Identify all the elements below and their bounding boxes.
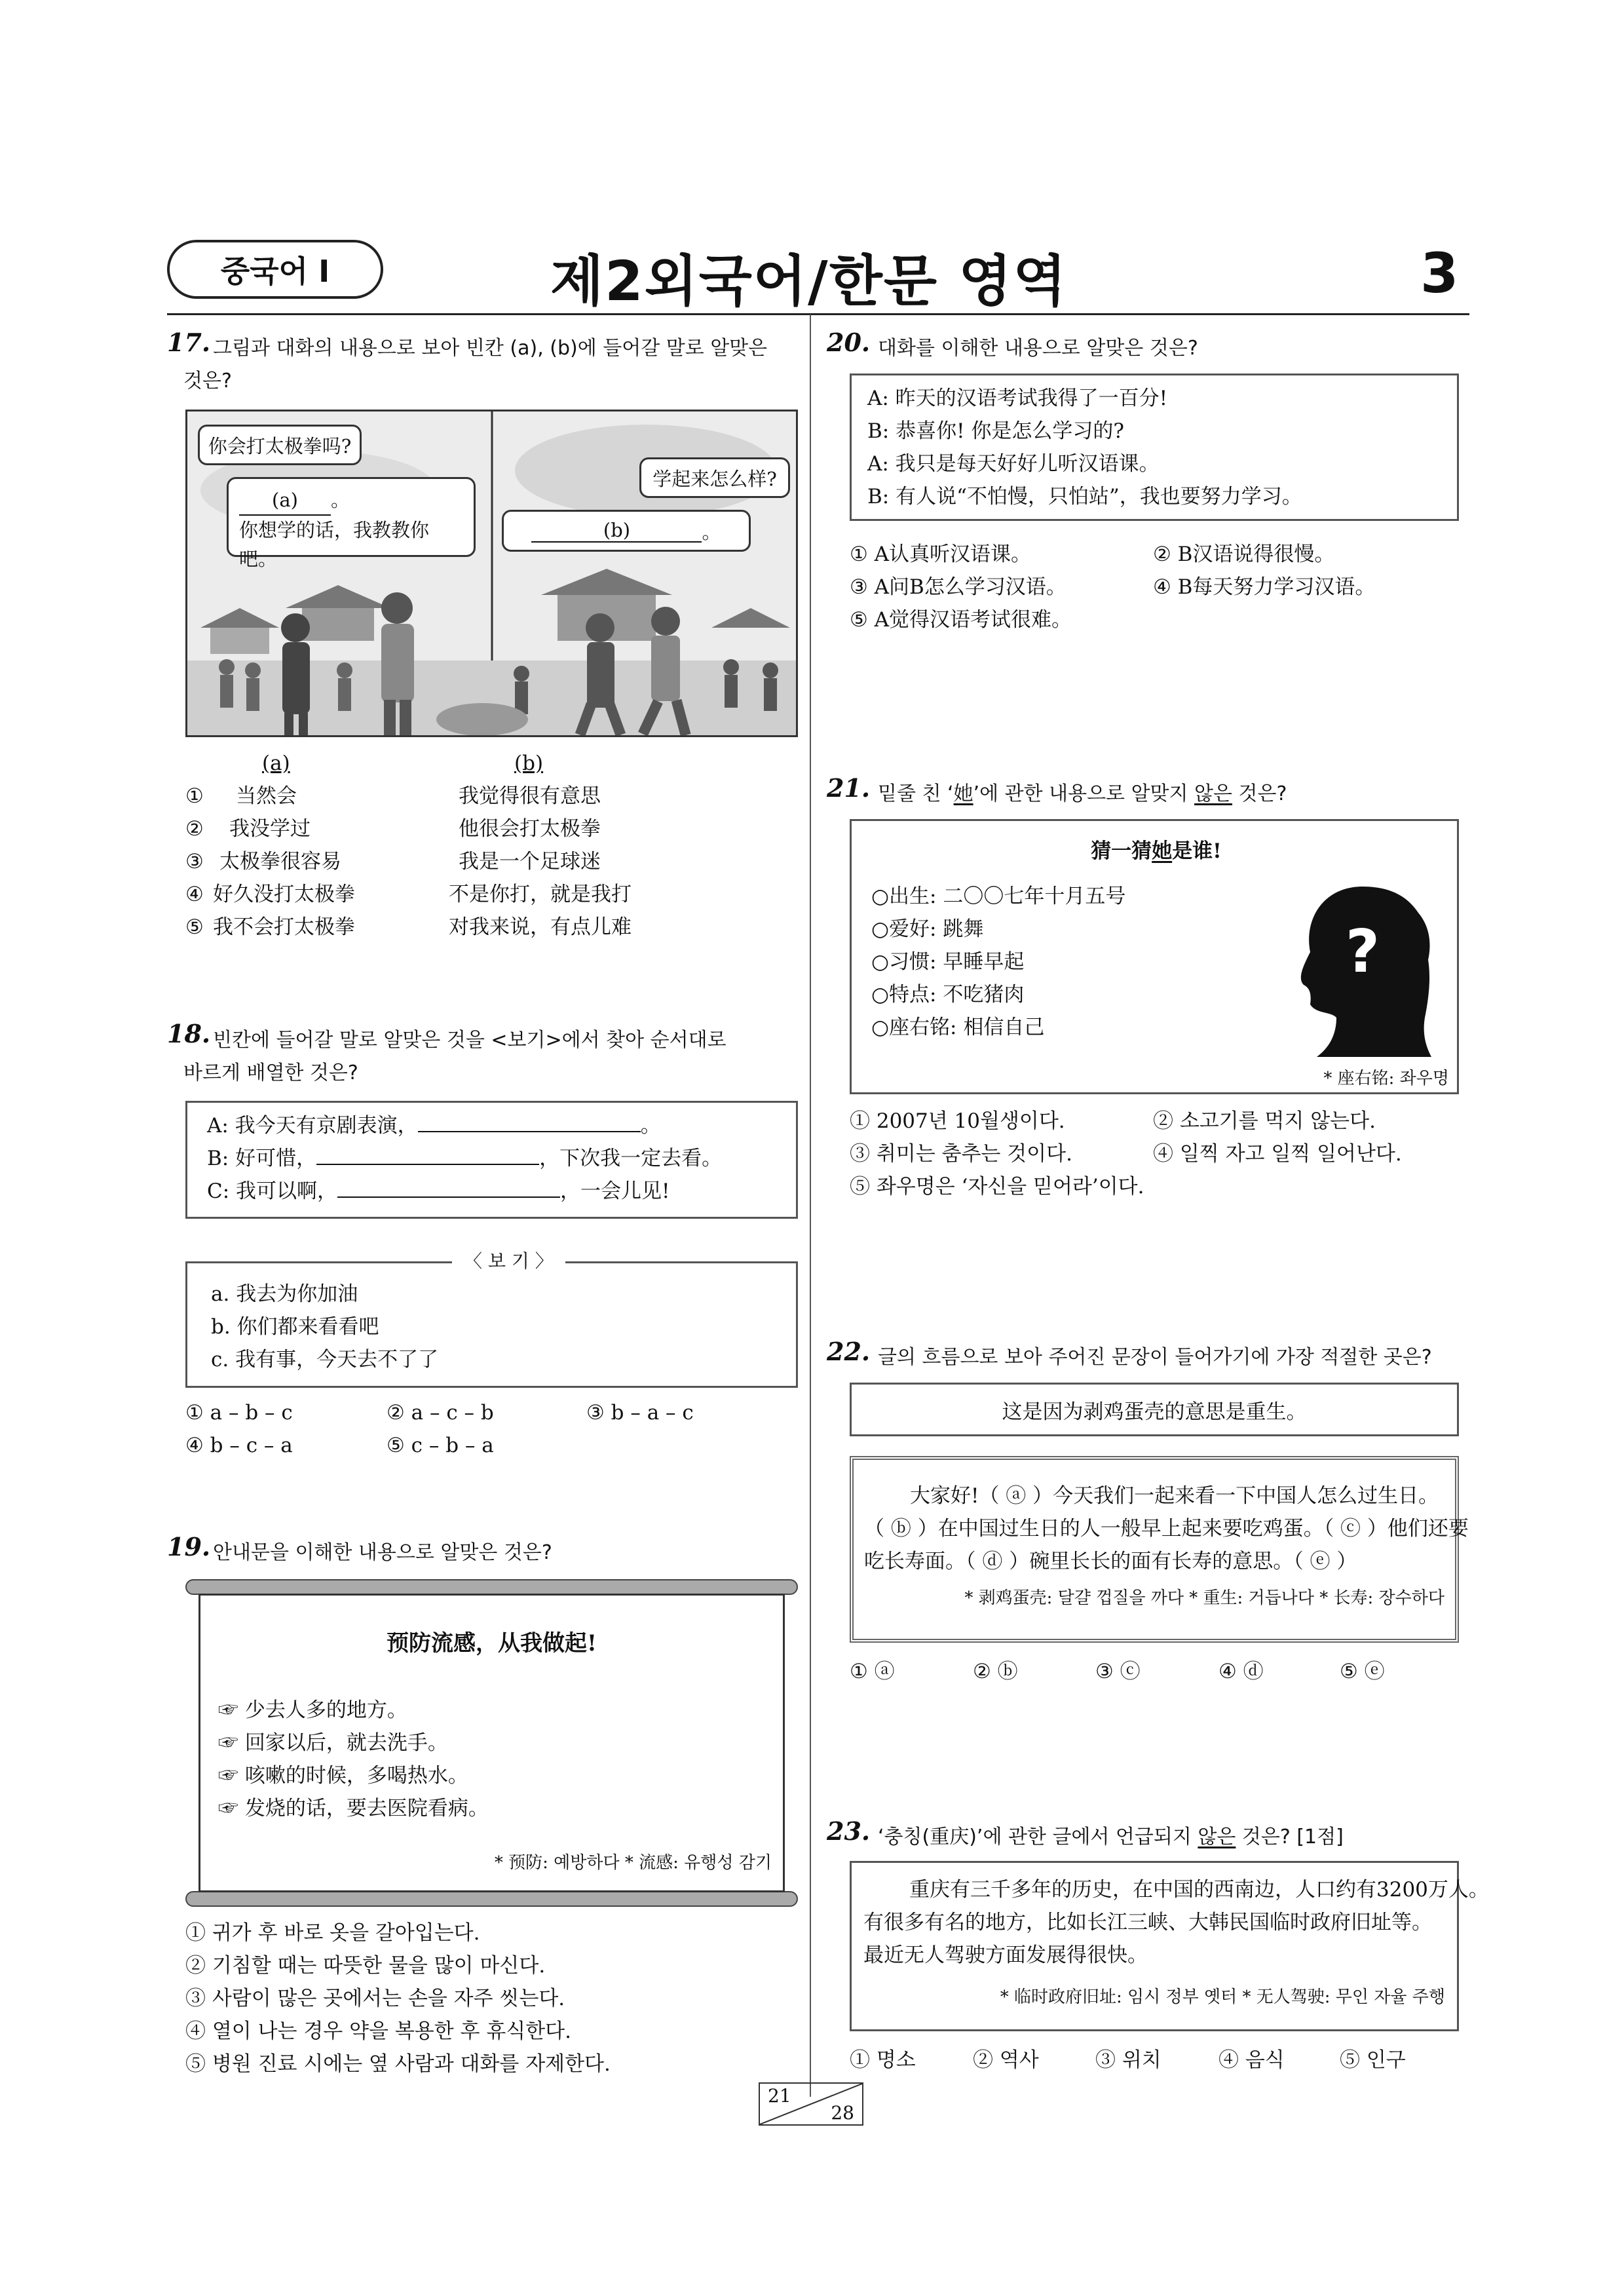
speech-bubble-3: 学起来怎么样? xyxy=(639,457,790,498)
q22-note: * 剥鸡蛋壳: 달걀 껍질을 까다 * 重生: 거듭나다 * 长寿: 장수하다 xyxy=(964,1588,1445,1608)
q21-note: * 座右铭: 좌우명 xyxy=(1323,1069,1449,1088)
q20-choice-1[interactable]: ① A认真听汉语课。 xyxy=(850,543,1032,566)
blank-b: (b) xyxy=(531,519,702,543)
q17-choice-4-a: 好久没打太极拳 xyxy=(213,883,355,906)
scroll-rod-top xyxy=(185,1579,798,1595)
q17-choice-3[interactable]: ③ xyxy=(185,850,204,873)
q21-choice-1[interactable]: ① 2007년 10월생이다. xyxy=(850,1109,1065,1133)
q23-choice-1[interactable]: ① 명소 xyxy=(850,2048,916,2072)
q17-choice-2[interactable]: ② xyxy=(185,817,204,841)
q23-choice-3[interactable]: ③ 위치 xyxy=(1095,2048,1161,2072)
q20-choice-5[interactable]: ⑤ A觉得汉语考试很难。 xyxy=(850,608,1072,632)
q17-choice-1[interactable]: ① xyxy=(185,784,204,808)
q18-dialog-box xyxy=(185,1101,798,1219)
q17-choice-3-b: 我是一个足球迷 xyxy=(459,850,601,873)
q20-text: 대화를 이해한 내용으로 알맞은 것은? xyxy=(878,337,1198,360)
q17-choice-1-b: 我觉得很有意思 xyxy=(459,784,601,808)
silhouette-question-mark: ? xyxy=(1345,917,1380,986)
q21-item-birth: ○出生: 二〇〇七年十月五号 xyxy=(871,885,1126,908)
header-rule xyxy=(167,313,1469,315)
scroll-item-1: ☞ 少去人多的地方。 xyxy=(218,1698,407,1722)
q23-note: * 临时政府旧址: 임시 정부 옛터 * 无人驾驶: 무인 자율 주행 xyxy=(1000,1987,1445,2007)
q23-passage-box xyxy=(850,1861,1489,2031)
q18-line-c: C: 我可以啊， ，一会儿见! xyxy=(207,1179,670,1203)
q17-choice-2-a: 我没学过 xyxy=(229,817,311,841)
q22-number: 22. xyxy=(827,1337,871,1366)
q18-text-2: 바르게 배열한 것은? xyxy=(183,1062,358,1084)
q21-text: 밑줄 친 ‘她’에 관한 내용으로 알맞지 않은 것은? xyxy=(878,782,1287,805)
q21-card xyxy=(850,819,1459,1094)
q18-choice-5[interactable]: ⑤ c – b – a xyxy=(387,1434,494,1457)
q23-text: ‘충칭(重庆)’에 관한 글에서 언급되지 않은 것은? [1점] xyxy=(878,1826,1344,1848)
q22-passage-line-1: 大家好!（ ⓐ ）今天我们一起来看一下中国人怎么过生日。 xyxy=(910,1484,1439,1508)
scroll-title: 预防流感，从我做起! xyxy=(387,1630,597,1656)
q20-dialog-box xyxy=(850,373,1459,521)
q17-choice-2-b: 他很会打太极拳 xyxy=(459,817,601,841)
speech-bubble-2: (a) 。 你想学的话，我教教你吧。 xyxy=(227,477,476,557)
q19-choice-1[interactable]: ① 귀가 후 바로 옷을 갈아입는다. xyxy=(185,1921,480,1945)
q18-choice-3[interactable]: ③ b – a – c xyxy=(586,1401,694,1425)
q23-choice-4[interactable]: ④ 음식 xyxy=(1218,2048,1285,2072)
q22-passage-line-2: （ ⓑ ）在中国过生日的人一般早上起来要吃鸡蛋。（ ⓒ ）他们还要 xyxy=(864,1517,1469,1540)
subject-badge-label: 중국어 Ⅰ xyxy=(220,254,330,289)
q22-choice-3[interactable]: ③ ⓒ xyxy=(1095,1660,1141,1683)
column-divider xyxy=(810,315,811,2097)
speech-bubble-1: 你会打太极拳吗? xyxy=(198,425,362,465)
q17-choice-4[interactable]: ④ xyxy=(185,883,204,906)
page-title: 제2외국어/한문 영역 xyxy=(550,249,1068,313)
q21-choice-3[interactable]: ③ 취미는 춤추는 것이다. xyxy=(850,1142,1072,1166)
q23-choice-5[interactable]: ⑤ 인구 xyxy=(1340,2048,1406,2072)
q20-choice-2[interactable]: ② B汉语说得很慢。 xyxy=(1153,543,1335,566)
scroll-item-4: ☞ 发烧的话，要去医院看病。 xyxy=(218,1797,489,1820)
scroll-item-2: ☞ 回家以后，就去洗手。 xyxy=(218,1731,448,1755)
bogi-item-b: b. 你们都来看看吧 xyxy=(211,1315,379,1339)
q18-bogi-box xyxy=(185,1261,798,1388)
q17-choice-3-a: 太极拳很容易 xyxy=(219,850,341,873)
q19-choice-5[interactable]: ⑤ 병원 진료 시에는 옆 사람과 대화를 자제한다. xyxy=(185,2052,611,2076)
q22-text: 글의 흐름으로 보아 주어진 문장이 들어가기에 가장 적절한 곳은? xyxy=(878,1346,1432,1369)
subject-badge xyxy=(167,240,383,299)
q19-choice-2[interactable]: ② 기침할 때는 따뜻한 물을 많이 마신다. xyxy=(185,1954,546,1978)
blank-a: (a) xyxy=(239,486,331,516)
q20-line-2: B: 恭喜你! 你是怎么学习的? xyxy=(867,419,1125,443)
q19-text: 안내문을 이해한 내용으로 알맞은 것은? xyxy=(213,1541,552,1564)
q17-choice-5-a: 我不会打太极拳 xyxy=(213,915,355,939)
q22-choice-2[interactable]: ② ⓑ xyxy=(973,1660,1018,1683)
q20-line-1: A: 昨天的汉语考试我得了一百分! xyxy=(867,387,1168,410)
q19-scroll xyxy=(185,1579,798,1907)
q18-text: 빈칸에 들어갈 말로 알맞은 것을 <보기>에서 찾아 순서대로 xyxy=(213,1029,727,1052)
q22-given-sentence: 这是因为剥鸡蛋壳的意思是重生。 xyxy=(850,1383,1459,1436)
q17-text: 그림과 대화의 내용으로 보아 빈칸 (a), (b)에 들어갈 말로 알맞은 xyxy=(213,337,768,360)
bogi-item-a: a. 我去为你加油 xyxy=(211,1282,358,1306)
q23-number: 23. xyxy=(827,1816,871,1846)
q22-choice-1[interactable]: ① ⓐ xyxy=(850,1660,895,1683)
q20-choice-3[interactable]: ③ A问B怎么学习汉语。 xyxy=(850,575,1067,599)
q19-choices xyxy=(185,1917,611,2080)
q18-line-b: B: 好可惜， ，下次我一定去看。 xyxy=(207,1147,723,1170)
q20-line-4: B: 有人说“不怕慢，只怕站”，我也要努力学习。 xyxy=(867,485,1302,508)
q20-line-3: A: 我只是每天好好儿听汉语课。 xyxy=(867,452,1160,476)
q23-passage-line-3: 最近无人驾驶方面发展得很快。 xyxy=(863,1943,1148,1967)
q21-choice-4[interactable]: ④ 일찍 자고 일찍 일어난다. xyxy=(1153,1142,1402,1166)
page-total: 28 xyxy=(831,2102,854,2124)
q21-item-habit: ○习惯: 早睡早起 xyxy=(871,950,1025,974)
q22-passage-box xyxy=(850,1456,1469,1643)
q17-col-b: (b) xyxy=(514,752,544,775)
q18-choice-2[interactable]: ② a – c – b xyxy=(387,1401,494,1425)
silhouette-icon xyxy=(1264,873,1435,1057)
scroll-rod-bottom xyxy=(185,1891,798,1907)
q17-comic xyxy=(185,410,798,737)
q17-text-2: 것은? xyxy=(183,370,232,392)
scroll-items xyxy=(218,1694,489,1825)
q18-number: 18. xyxy=(167,1019,211,1048)
q22-choice-5[interactable]: ⑤ ⓔ xyxy=(1340,1660,1385,1683)
q21-item-motto: ○座右铭: 相信自己 xyxy=(871,1016,1045,1039)
q23-passage-line-1: 重庆有三千多年的历史，在中国的西南边，人口约有3200万人。 xyxy=(909,1878,1489,1902)
q19-number: 19. xyxy=(167,1532,211,1561)
q17-choice-4-b: 不是你打，就是我打 xyxy=(449,883,632,906)
q18-choice-4[interactable]: ④ b – c – a xyxy=(185,1434,293,1457)
q22-choice-4[interactable]: ④ ⓓ xyxy=(1218,1660,1264,1683)
q22-passage-line-3: 吃长寿面。（ ⓓ ）碗里长长的面有长寿的意思。（ ⓔ ） xyxy=(864,1550,1357,1573)
bogi-item-c: c. 我有事，今天去不了了 xyxy=(211,1348,439,1371)
q17-col-a: (a) xyxy=(262,752,290,775)
q18-choice-1[interactable]: ① a – b – c xyxy=(185,1401,293,1425)
q21-number: 21. xyxy=(827,773,871,803)
q20-choice-4[interactable]: ④ B每天努力学习汉语。 xyxy=(1153,575,1376,599)
q17-number: 17. xyxy=(167,328,211,357)
bogi-label: 〈 보 기 〉 xyxy=(452,1248,565,1274)
q23-passage-line-2: 有很多有名的地方，比如长江三峡、大韩民国临时政府旧址等。 xyxy=(863,1911,1432,1934)
q21-item-feature: ○特点: 不吃猪肉 xyxy=(871,983,1025,1006)
page-counter xyxy=(759,2082,863,2126)
q19-choice-4[interactable]: ④ 열이 나는 경우 약을 복용한 후 휴식한다. xyxy=(185,2019,571,2043)
q21-card-title: 猜一猜她是谁! xyxy=(1091,839,1222,863)
page-number: 3 xyxy=(1420,241,1459,305)
q17-choice-5-b: 对我来说，有点儿难 xyxy=(449,915,632,939)
q17-choice-1-a: 当然会 xyxy=(236,784,297,808)
q17-choice-5[interactable]: ⑤ xyxy=(185,915,204,939)
q20-number: 20. xyxy=(827,328,871,357)
q19-choice-3[interactable]: ③ 사람이 많은 곳에서는 손을 자주 씻는다. xyxy=(185,1987,565,2010)
q21-choice-5[interactable]: ⑤ 좌우명은 ‘자신을 믿어라’이다. xyxy=(850,1175,1144,1198)
q21-choice-2[interactable]: ② 소고기를 먹지 않는다. xyxy=(1153,1109,1376,1133)
q23-choice-2[interactable]: ② 역사 xyxy=(973,2048,1039,2072)
q21-item-hobby: ○爱好: 跳舞 xyxy=(871,917,984,941)
scroll-item-3: ☞ 咳嗽的时候，多喝热水。 xyxy=(218,1764,468,1788)
q21-card-items xyxy=(871,880,1125,1044)
scroll-note: * 预防: 예방하다 * 流感: 유행성 감기 xyxy=(494,1853,772,1873)
q18-line-a: A: 我今天有京剧表演， 。 xyxy=(207,1114,661,1138)
speech-bubble-4: (b) 。 xyxy=(502,510,751,552)
page-current: 21 xyxy=(768,2085,791,2107)
